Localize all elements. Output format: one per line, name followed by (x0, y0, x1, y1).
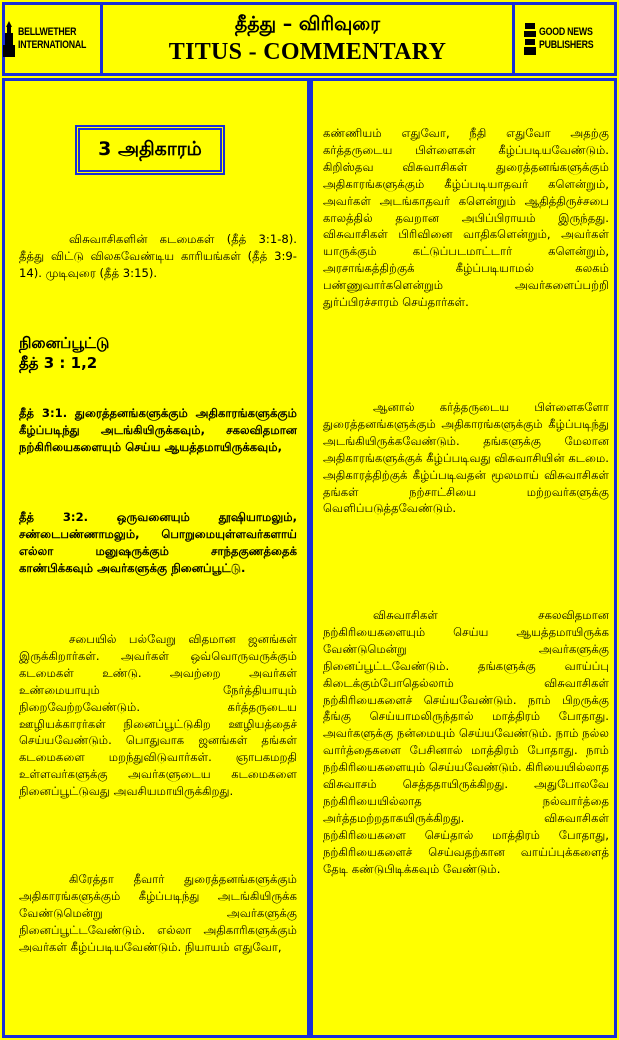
header (2, 2, 617, 76)
memory-reference: தீத் 3 : 1,2 (19, 354, 98, 372)
right-column (310, 78, 617, 1038)
verse-3-2 (19, 509, 297, 577)
bellwether-logo (5, 5, 103, 73)
good-news-logo (512, 5, 614, 73)
logo-left-line1: BELLWETHER (17, 26, 77, 38)
logo-left-line2: INTERNATIONAL (17, 39, 87, 51)
verse-3-1 (19, 405, 297, 456)
left-column (2, 78, 310, 1038)
left-paragraph-2-text: கிரேத்தா தீவார் துரைத்தனங்களுக்கும் அதிகாரங்களுக்கும் கீழ்ப்படிந்து அடங்கியிருக்க வேண்டுமென்று அவர்களுக்கு நினைப்பூட்டவேண்டும். எல்லா அதிகாரிகளுக்கும் அவர்கள் கீழ்ப்படியவேண்டும். நியாயம் எதுவோ, (19, 872, 297, 954)
right-paragraph-1-text: கண்ணியம் எதுவோ, நீதி எதுவோ அதற்கு கர்த்தருடைய பிள்ளைகள் கீழ்ப்படியவேண்டும். கிறிஸ்தவ விசுவாசிகள் துரைத்தனங்களுக்கும் அதிகாரங்களுக்கும் கீழ்ப்படியாதவர் களென்றும், அவர்கள் அடங்காதவர் களென்றும் ஆதித்திருச்சபை காலத்தில் தவறான அபிப்பிராயம் இருந்தது. விசுவாசிகள் பிரிவினை வாதிகளென்றும், அவர்கள் யாருக்கும் கட்டுப்படமாட்டார் களென்றும், அரசாங்கத்திற்குக் கீழ்ப்படியாமல் கலகம் பண்ணுவார்களென்றும் அவர்களைப்பற்றி துர்ப்பிரச்சாரம் செய்தார்கள். (323, 126, 609, 310)
right-paragraph-3 (323, 607, 609, 878)
title-tamil: தீத்து – விரிவுரை (234, 13, 381, 35)
left-paragraph-1 (19, 631, 297, 800)
chapter-heading-box (75, 125, 225, 175)
left-paragraph-2 (19, 871, 297, 956)
book-stack-icon (523, 21, 537, 57)
chapter-label: 3 அதிகாரம் (98, 137, 202, 160)
title-block (103, 5, 512, 73)
verse-3-1-text: தீத் 3:1. துரைத்தனங்களுக்கும் அதிகாரங்களுக்கும் கீழ்ப்படிந்து அடங்கியிருக்கவும், சகலவிதமான நற்கிரியைகளையும் செய்ய ஆயத்தமாயிருக்கவும், (19, 406, 297, 454)
bell-tower-icon (2, 21, 16, 57)
logo-right-line1: GOOD NEWS (538, 26, 593, 38)
right-paragraph-3-text: விசுவாசிகள் சகலவிதமான நற்கிரியைகளையும் செய்ய ஆயத்தமாயிருக்க வேண்டுமென்று அவர்களுக்கு நினைப்பூட்டவேண்டும். தங்களுக்கு வாய்ப்பு கிடைக்கும்போதெல்லாம் விசுவாசிகள் நற்கிரியைகளைச் செய்யவேண்டும். நாம் பிறருக்கு தீங்கு செய்யாமலிருந்தால் மாத்திரம் போதாது. அவர்களுக்கு நன்மையும் செய்யவேண்டும். நாம் நல்ல வார்த்தைகளை பேசினால் மாத்திரம் போதாது. நாம் நற்கிரியைகளையும் செய்யவேண்டும். கிரியையில்லாத விசுவாசம் செத்ததாயிருக்கிறது. அதுபோலவே நற்கிரியையில்லாத நல்வார்த்தை அர்த்தமற்றதாகயிருக்கிறது. விசுவாசிகள் நற்கிரியைகளை செய்தால் மாத்திரம் போதாது, நற்கிரியைகளைச் செய்வதற்கான வாய்ப்புக்களைத் தேடி கண்டுபிடிக்கவும் வேண்டும். (323, 608, 609, 876)
logo-right-line2: PUBLISHERS (538, 39, 593, 51)
memory-title: நினைப்பூட்டு (19, 334, 110, 352)
right-paragraph-2-text: ஆனால் கர்த்தருடைய பிள்ளைகளோ துரைத்தனங்களுக்கும் அதிகாரங்களுக்கும் கீழ்ப்படிந்து அடங்கியிருக்கவேண்டும். தங்களுக்கு மேலான அதிகாரங்களுக்குக் கீழ்ப்படிவது விசுவாசியின் கடமை. அதிகாரத்திற்குக் கீழ்ப்படிவதன் மூலமாய் விசுவாசிகள் தங்கள் நற்சாட்சியை மற்றவர்களுக்கு வெளிப்படுத்தவேண்டும். (323, 400, 609, 516)
right-paragraph-1 (323, 125, 609, 311)
intro-text (19, 231, 297, 282)
right-paragraph-2 (323, 399, 609, 517)
verse-3-2-text: தீத் 3:2. ஒருவனையும் தூஷியாமலும், சண்டைபண்ணாமலும், பொறுமையுள்ளவர்களாய் எல்லா மனுஷருக்கும் சாந்தகுணத்தைக் காண்பிக்கவும் அவர்களுக்கு நினைப்பூட்டு. (19, 510, 297, 575)
left-paragraph-1-text: சபையில் பல்வேறு விதமான ஜனங்கள் இருக்கிறார்கள். அவர்கள் ஒவ்வொருவருக்கும் கடமைகள் உண்டு. அவற்றை அவர்கள் உண்மையாயும் நேர்த்தியாயும் நிறைவேற்றவேண்டும். கர்த்தருடைய ஊழியக்காரர்கள் நினைப்பூட்டுகிற ஊழியத்தைச் செய்யவேண்டும். பொதுவாக ஜனங்கள் தங்கள் கடமைகளை மறந்துவிடுவார்கள். ஞாபகமறதி உள்ளவர்களுக்கு அவர்களுடைய கடமைகளை நினைப்பூட்டுவது அவசியமாயிருக்கிறது. (19, 632, 297, 799)
memory-heading (19, 333, 297, 373)
title-english: TITUS - COMMENTARY (168, 39, 447, 65)
intro-paragraph: விசுவாசிகளின் கடமைகள் (தீத் 3:1-8). தீத்து விட்டு விலகவேண்டிய காரியங்கள் (தீத் 3:9-14). முடிவுரை (தீத் 3:15). (19, 232, 297, 280)
